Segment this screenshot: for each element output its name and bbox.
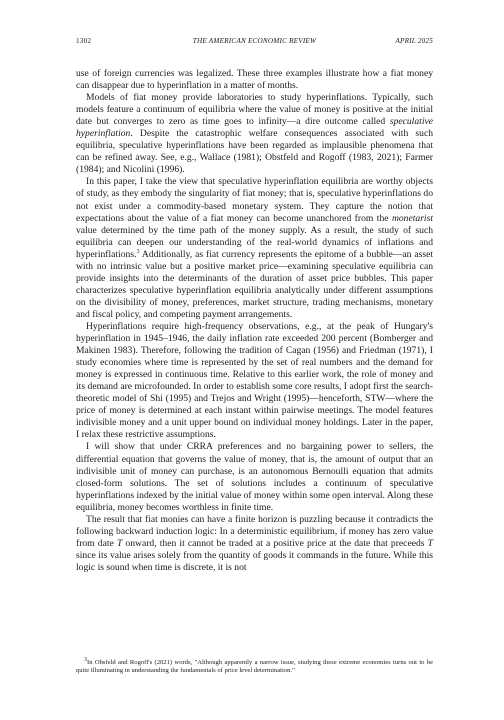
paragraph: In this paper, I take the view that speculative hyperinflation equilibria are worthy objects of study, as they embody the singularity of fiat money; that is, speculative hyperinflations do not exist under a commodity-based monetary system. They capture the notion that expectations about the value of a fiat money can become unanchored from the monetarist value determined by the time path of the money supply. As a result, the study of such equilibria can deepen our understanding of the real-world dynamics of inflations and hyperinflations.$^3$ Additionally, as fiat currency represents the epitome of a bubble—an asset with no intrinsic value but a positive market price—examining speculative equilibria can provide insights into the determinants of the duration of asset price bubbles. This paper characterizes speculative hyperinflation equilibria analytically under different assumptions on the divisibility of money, preferences, market structure, trading mechanisms, monetary and fiscal policy, and competing payment arrangements. — [76, 176, 433, 320]
footnote-marker: 3 — [84, 656, 87, 663]
footnote-text: In Obsfeld and Rogoff's (2021) words, "Although apparently a narrow issue, studying these extreme economies turns out to be quite illuminating in understanding the fundamentals of price level determination." — [76, 659, 433, 675]
footnote-ref[interactable]: 3 — [136, 248, 140, 255]
paragraph: Hyperinflations require high-frequency observations, e.g., at the peak of Hungary's hyperinflation in 1945–1946, the daily inflation rate exceeded 200 percent (Bomberger and Makinen 1983). Therefore, following the tradition of Cagan (1956) and Friedman (1971), I study economies where time is represented by the set of real numbers and the demand for money is expressed in continuous time. Relative to this earlier work, the role of money and its demand are microfounded. In order to establish some core results, I adopt first the search-theoretic model of Shi (1995) and Trejos and Wright (1995)—henceforth, STW—where the price of money is determined at each instant within pairwise meetings. The model features indivisible money and a unit upper bound on individual money holdings. Later in the paper, I relax these restrictive assumptions. — [76, 320, 433, 441]
issue-date: APRIL 2025 — [395, 37, 433, 45]
math-variable: T — [427, 537, 433, 549]
footnote — [76, 656, 433, 676]
paragraph: The result that fiat monies can have a finite horizon is puzzling because it contradicts the following backward induction logic: In a deterministic equilibrium, if money has zero value from date T onward, then it cannot be traded at a positive price at the date that preceeds T since its value arises solely from the quantity of goods it commands in the future. While this logic is sound when time is discrete, it is not — [76, 513, 433, 573]
paragraph: Models of fiat money provide laboratories to study hyperinflations. Typically, such models feature a continuum of equilibria where the value of money is positive at the initial date but converges to zero as time goes to infinity—a dire outcome called speculative hyperinflation. Despite the catastrophic welfare consequences associated with such equilibria, speculative hyperinflations have been regarded as implausible phenomena that can be refined away. See, e.g., Wallace (1981); Obstfeld and Rogoff (1983, 2021); Farmer (1984); and Nicolini (1996). — [76, 92, 433, 176]
paragraph: I will show that under CRRA preferences and no bargaining power to sellers, the differential equation that governs the value of money, that is, the amount of output that an indivisible unit of money can purchase, is an autonomous Bernoulli equation that admits closed-form solutions. The set of solutions includes a continuum of speculative hyperinflations indexed by the initial value of money within some open interval. Along these equilibria, money becomes worthless in finite time. — [76, 441, 433, 513]
emphasis: monetarist — [391, 212, 433, 224]
page-number: 1302 — [76, 37, 92, 45]
emphasis: speculative hyperinflation — [76, 116, 433, 140]
journal-title: THE AMERICAN ECONOMIC REVIEW — [192, 37, 317, 45]
running-header — [76, 37, 433, 49]
math-variable: T — [116, 537, 123, 549]
paragraph: use of foreign currencies was legalized. These three examples illustrate how a fiat money can disappear due to hyperinflation in a matter of months. — [76, 68, 433, 92]
body-text — [76, 68, 433, 574]
